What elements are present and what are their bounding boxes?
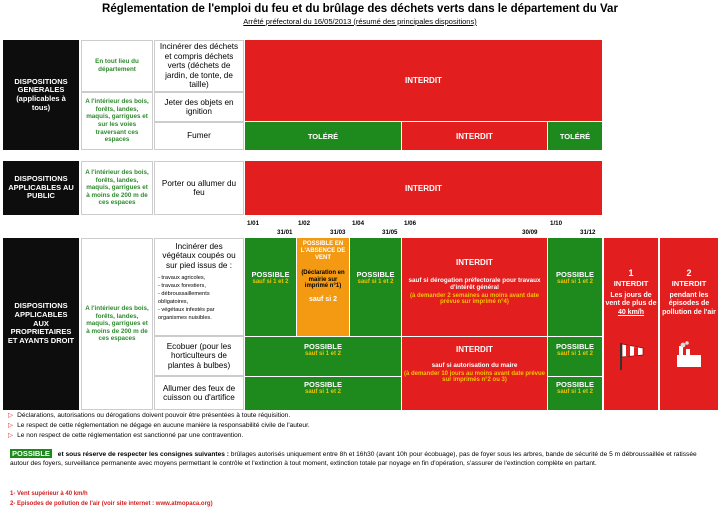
interdit-ecobuer-title: INTERDIT [456, 345, 493, 354]
interdit-pollution-title: INTERDIT [671, 278, 707, 288]
footnotes [8, 411, 310, 441]
possible-apr-may [350, 238, 401, 336]
possible-lead: et sous réserve de respecter les consignes suivantes : [57, 451, 229, 458]
possible-jan-sub: sauf si 1 et 2 [252, 279, 289, 285]
windsock-icon [619, 341, 645, 371]
period-5-start: 1/10 [550, 220, 563, 227]
possible-oct-sub: sauf si 1 et 2 [556, 279, 594, 285]
item-1: - travaux agricoles, [158, 275, 206, 282]
possible-apr-sub: sauf si 1 et 2 [357, 279, 394, 285]
possible-ecobuer-oct [548, 337, 602, 376]
footnote-1: ▷ Déclarations, autorisations ou dérogations doivent pouvoir être présentées à toute réquisition. [8, 412, 291, 419]
interdit-summer-a-title: INTERDIT [456, 258, 493, 267]
period-5-end: 31/12 [580, 229, 596, 236]
footnote-2: ▷ Le respect de cette réglementation ne dégage en aucune manière la responsabilité civile de l'auteur. [8, 422, 310, 429]
orange-foot: sauf si 2 [308, 296, 337, 304]
possible-cooking-oct-sub: sauf si 1 et 2 [556, 389, 594, 395]
notes [10, 489, 213, 509]
interdit-pollution-num: 2 [686, 268, 692, 278]
status-tolere-1: TOLÉRÉ [245, 122, 401, 150]
item-4: - végétaux infestés par organismes nuisibles. [158, 307, 215, 322]
interdit-summer-a-sub: (à demander 2 semaines au moins avant date prévue sur imprimé n°4) [409, 293, 540, 305]
period-4-end: 30/09 [522, 229, 538, 236]
interdit-ecobuer [402, 337, 547, 410]
page-title: Réglementation de l'emploi du feu et du brûlage des déchets verts dans le département du Var [102, 3, 618, 15]
possible-badge: POSSIBLE [12, 449, 50, 458]
action-fire: Porter ou allumer du feu [154, 161, 244, 215]
possible-jan-label: POSSIBLE [251, 270, 290, 279]
footnote-2-text: Le respect de cette réglementation ne dégage en aucune manière la responsabilité civile de l'auteur. [17, 422, 310, 429]
action-incinerate-items [158, 274, 240, 322]
item-3: - débroussaillements obligatoires, [158, 291, 210, 306]
possible-jan [245, 238, 296, 336]
possible-cooking-oct-label: POSSIBLE [556, 380, 594, 389]
page-subtitle: Arrêté préfectoral du 16/05/2013 (résumé des principales dispositions) [243, 17, 477, 26]
action-incinerate: Incinérer des déchets et compris déchets verts (déchets de jardin, de tonte, de taille) [154, 40, 244, 92]
possible-cooking-label: POSSIBLE [304, 380, 342, 389]
status-tolere-2: TOLÉRÉ [548, 122, 602, 150]
status-interdit-public: INTERDIT [245, 161, 602, 215]
location-forest: A l'intérieur des bois, forêts, landes, maquis, garrigues et sur les voies traversant ces espaces [81, 92, 153, 150]
item-2: - travaux forestiers, [158, 283, 206, 290]
location-anywhere: En tout lieu du département [81, 40, 153, 92]
action-ecobuer: Ecobuer (pour les horticulteurs de plantes à bulbes) [154, 336, 244, 376]
orange-title: POSSIBLE EN L'ABSENCE DE VENT [300, 241, 346, 261]
interdit-summer-a [402, 238, 547, 336]
period-3-start: 1/04 [352, 220, 365, 227]
action-incinerate-title: Incinérer des végétaux coupés ou sur pied issus de : [162, 242, 236, 270]
section-general-label: DISPOSITIONS GENERALES (applicables à tous) [3, 40, 79, 150]
interdit-ecobuer-sub: (à demander 10 jours au moins avant date prévue sur imprimés n°2 ou 3) [403, 371, 546, 383]
footnote-1-text: Déclarations, autorisations ou dérogations doivent pouvoir être présentées à toute réquisition. [17, 412, 291, 419]
period-3-end: 31/05 [382, 229, 398, 236]
possible-feb-mar [297, 238, 349, 336]
possible-cooking-oct [548, 377, 602, 410]
interdit-pollution-text: pendant les épisodes de pollution de l'air [662, 291, 716, 316]
action-smoke: Fumer [154, 122, 244, 150]
action-cooking-fires: Allumer des feux de cuisson ou d'artifice [154, 376, 244, 410]
status-interdit-general: INTERDIT [245, 40, 602, 121]
possible-text: brûlages autorisés uniquement entre 8h et 16h30 (avant 10h pour écobuage), pas de foyer sous les arbres, bande de sécurité de 5 m débroussaillée et ratissée autour des foyers, surveillance permanente avec moyens permettant le contrôle et l'extinction à tout moment, extinction totale par noyage en fin d'opération, s'assurer de l'extinction complète en partant. [10, 451, 697, 468]
interdit-summer-a-body: sauf si dérogation préfectorale pour travaux d'intérêt général [408, 277, 541, 291]
location-public: A l'intérieur des bois, forêts, landes, maquis, garrigues et à moins de 200 m de ces espaces [81, 161, 153, 215]
interdit-wind-num: 1 [628, 268, 634, 278]
status-interdit-smoke: INTERDIT [402, 122, 547, 150]
possible-apr-label: POSSIBLE [356, 270, 395, 279]
possible-conditions [10, 449, 710, 468]
footnote-3-text: Le non respect de cette réglementation est sanctionné par une contravention. [17, 432, 244, 439]
interdit-wind-title: INTERDIT [613, 278, 649, 288]
location-owners: A l'intérieur des bois, forêts, landes, maquis, garrigues et à moins de 200 m de ces espaces [81, 238, 153, 410]
footnote-3: ▷ Le non respect de cette réglementation est sanctionné par une contravention. [8, 432, 244, 439]
possible-ecobuer-label: POSSIBLE [304, 342, 342, 351]
possible-ecobuer-sub: sauf si 1 et 2 [304, 351, 342, 357]
note-2: 2- Episodes de pollution de l'air (voir site internet : www.atmopaca.org) [10, 501, 213, 507]
interdit-ecobuer-body: sauf si autorisation du maire [431, 362, 518, 369]
period-1-end: 31/01 [277, 229, 293, 236]
interdit-wind-value: 40 km/h [617, 308, 645, 316]
section-owners-label: DISPOSITIONS APPLICABLES AUX PROPRIETAIRES ET AYANTS DROIT [3, 238, 79, 410]
section-public-label: DISPOSITIONS APPLICABLES AU PUBLIC [3, 161, 79, 215]
action-incinerate-vegetation [154, 238, 244, 336]
possible-oct-dec [548, 238, 602, 336]
period-2-start: 1/02 [298, 220, 311, 227]
possible-ecobuer-oct-label: POSSIBLE [556, 342, 594, 351]
possible-ecobuer-oct-sub: sauf si 1 et 2 [556, 351, 594, 357]
possible-oct-label: POSSIBLE [556, 270, 594, 279]
possible-cooking-sub: sauf si 1 et 2 [304, 389, 342, 395]
possible-cooking [245, 377, 401, 410]
period-4-start: 1/06 [404, 220, 417, 227]
action-throw: Jeter des objets en ignition [154, 92, 244, 122]
interdit-wind [604, 238, 658, 410]
orange-body: (Déclaration en mairie sur imprimé n°1) [301, 269, 345, 290]
possible-ecobuer [245, 337, 401, 376]
period-1-start: 1/01 [247, 220, 260, 227]
interdit-wind-text: Les jours de vent de plus de [605, 291, 657, 308]
factory-icon [675, 341, 703, 369]
interdit-pollution [660, 238, 718, 410]
period-2-end: 31/03 [330, 229, 346, 236]
note-1: 1- Vent supérieur à 40 km/h [10, 491, 88, 497]
